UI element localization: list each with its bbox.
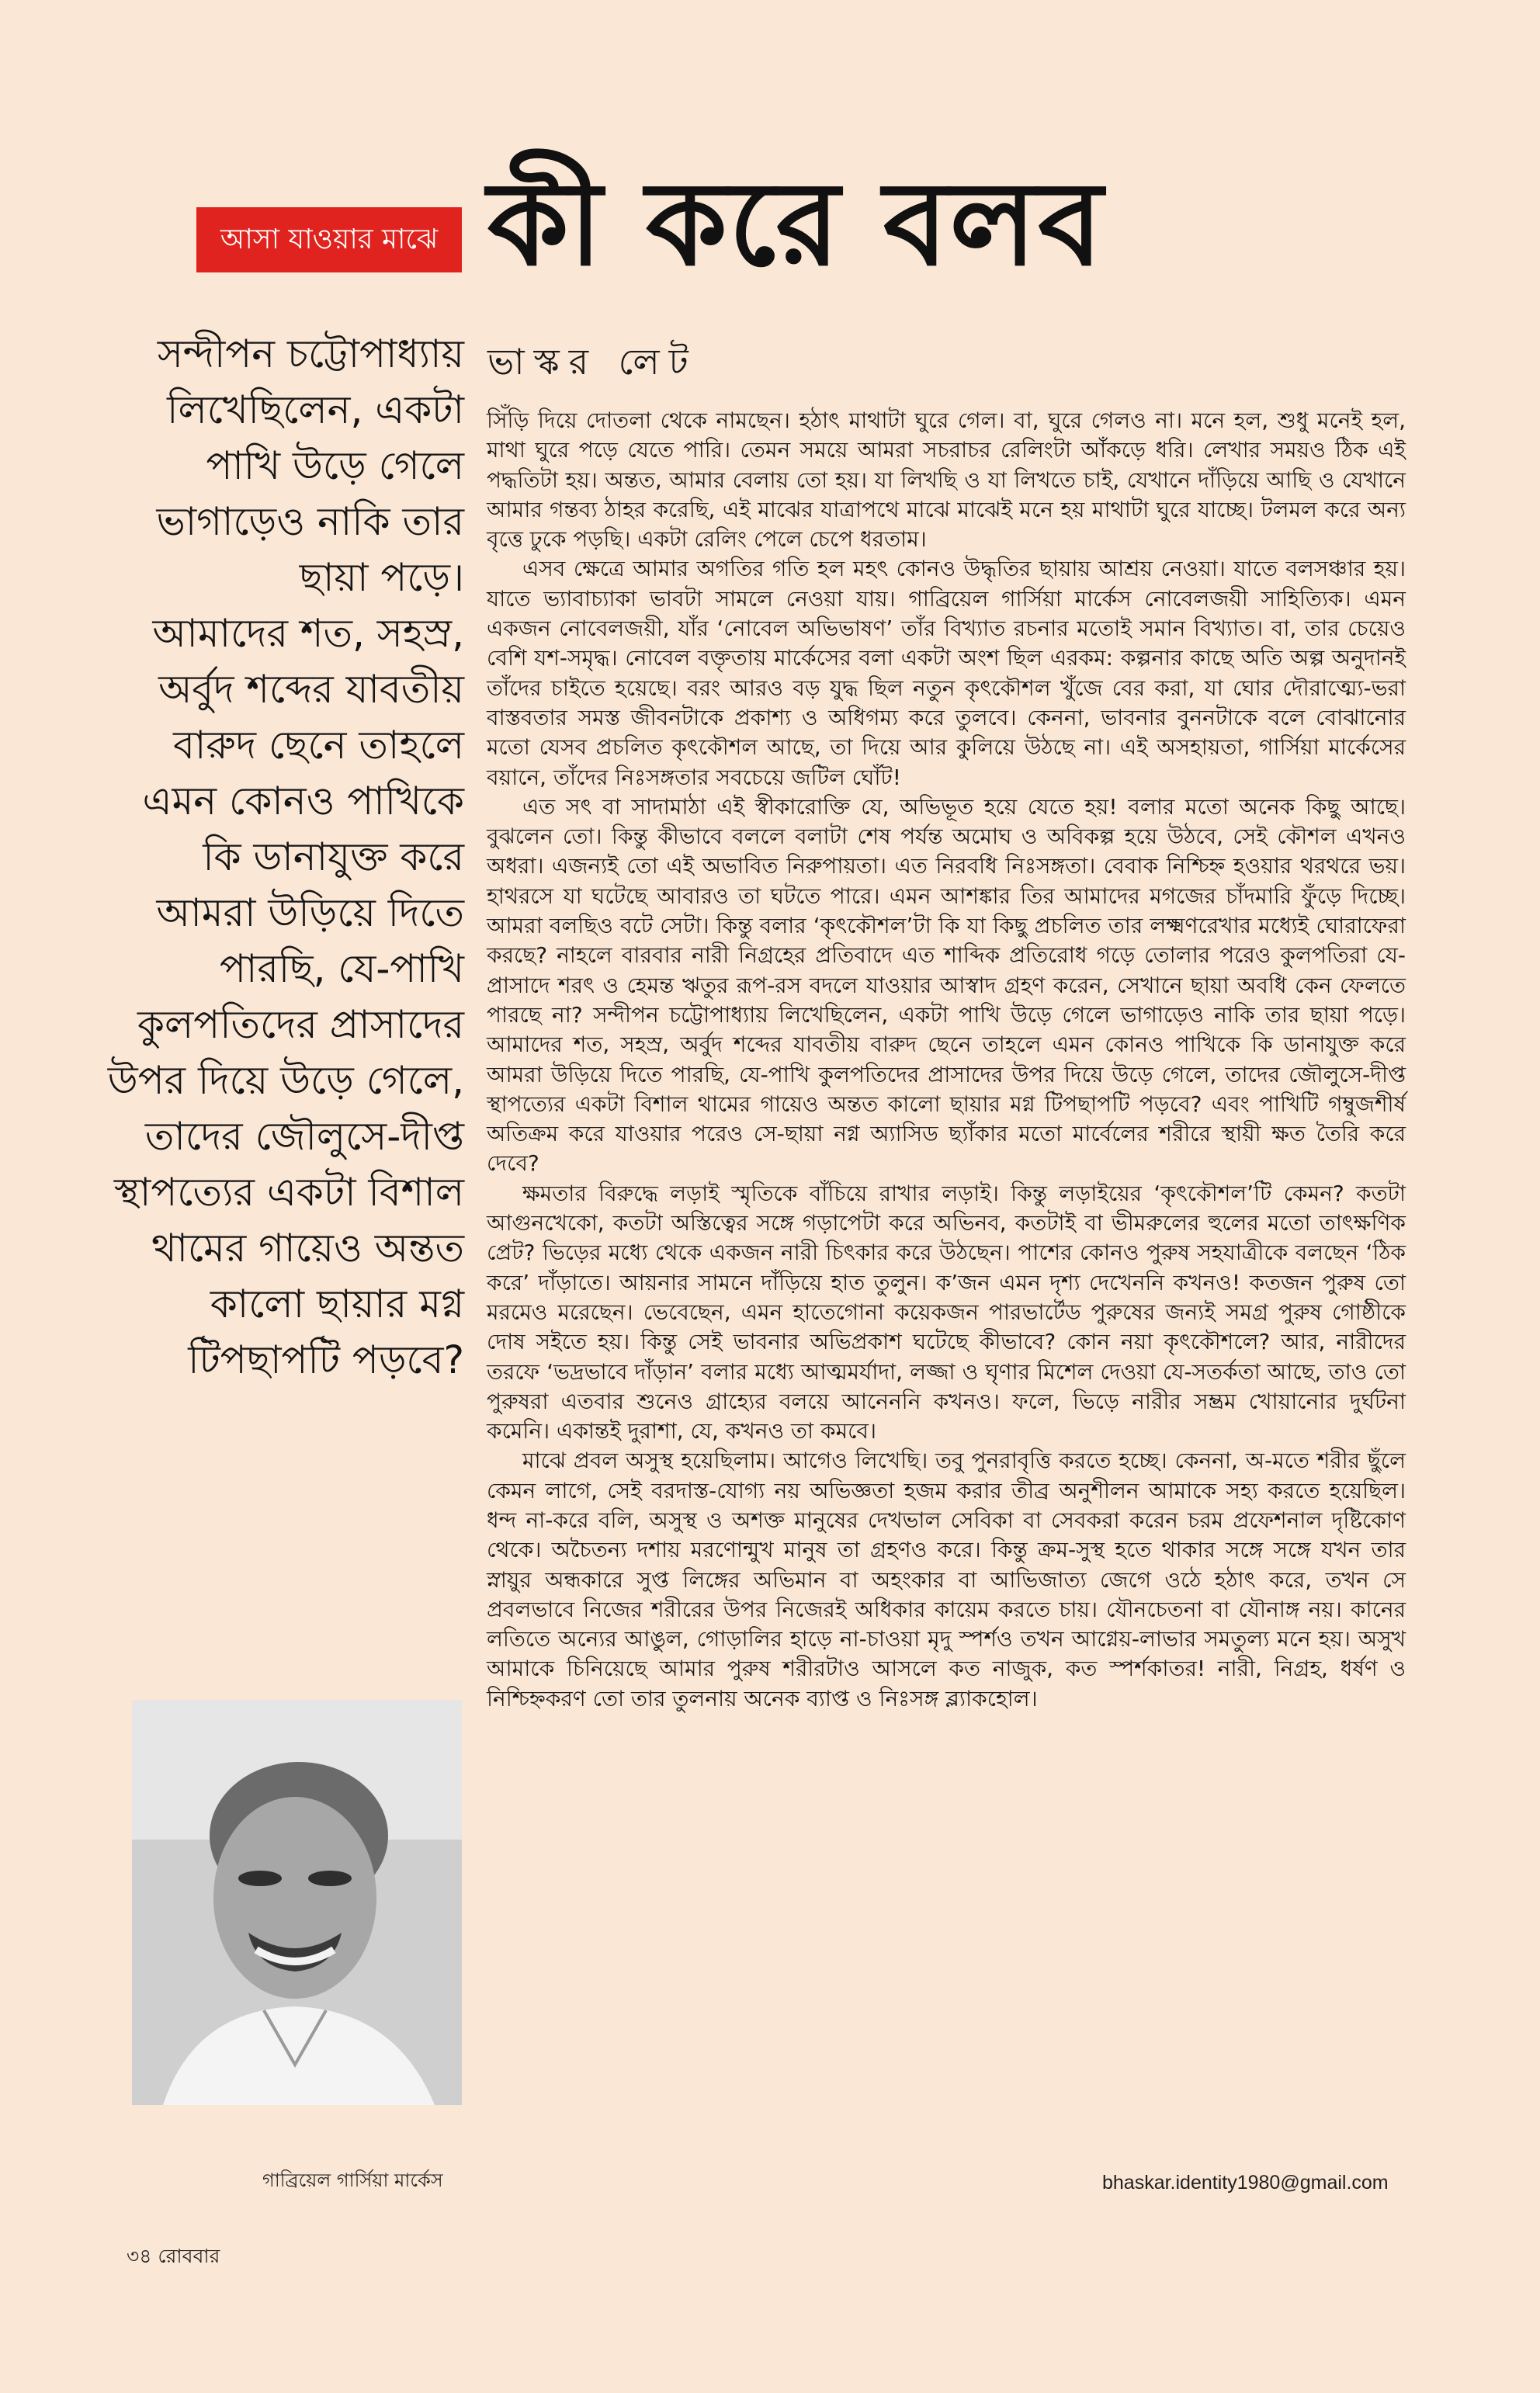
article-paragraph-2: এসব ক্ষেত্রে আমার অগতির গতি হল মহৎ কোনও উদ্ধৃতির ছায়ায় আশ্রয় নেওয়া। যাতে বলসঞ্চার হয়। যাতে ভ্যাবাচ্যাকা ভাবটা সামলে নেওয়া যায়। গাব্রিয়েল গার্সিয়া মার্কেস নোবেলজয়ী সাহিত্যিক। এমন একজন নোবেলজয়ী, যাঁর ‘নোবেল অভিভাষণ’ তাঁর বিখ্যাত রচনার মতোই সমান বিখ্যাত। বা, তার চেয়েও বেশি যশ-সমৃদ্ধ। নোবেল বক্তৃতায় মার্কেসের বলা একটা অংশ ছিল এরকম: কল্পনার কাছে অতি অল্প অনুদানই তাঁদের চাইতে হয়েছে। বরং আরও বড় যুদ্ধ ছিল নতুন কৃৎকৌশল খুঁজে বের করা, যা ঘোর দৌরাত্ম্যে-ভরা বাস্তবতার সমস্ত জীবনটাকে প্রকাশ্য ও অধিগম্য করে তুলবে। কেননা, ভাবনার বুননটাকে বলে বোঝানোর মতো যেসব প্রচলিত কৃৎকৌশল আছে, তা দিয়ে আর কুলিয়ে উঠছে না। এই অসহায়তা, গার্সিয়া মার্কেসের বয়ানে, তাঁদের নিঃসঙ্গতার সবচেয়ে জটিল ঘোঁট! — [487, 556, 1406, 790]
article-paragraph-1: সিঁড়ি দিয়ে দোতলা থেকে নামছেন। হঠাৎ মাথাটা ঘুরে গেল। বা, ঘুরে গেলও না। মনে হল, শুধু মনেই হল, মাথা ঘুরে পড়ে যেতে পারি। তেমন সময়ে আমরা সচরাচর রেলিংটা আঁকড়ে ধরি। লেখার সময়ও ঠিক এই পদ্ধতিটা হয়। অন্তত, আমার বেলায় তো হয়। যা লিখছি ও যা লিখতে চাই, যেখানে দাঁড়িয়ে আছি ও যেখানে আমার গন্তব্য ঠাহর করেছি, এই মাঝের যাত্রাপথে মাঝে মাঝেই মনে হয় মাথাটা ঘুরে যাচ্ছে। টলমল করে অন্য বৃত্তে ঢুকে পড়ছি। একটা রেলিং পেলে চেপে ধরতাম। — [487, 408, 1406, 553]
author-email: bhaskar.identity1980@gmail.com — [1102, 2172, 1389, 2194]
author-portrait-photo — [132, 1700, 462, 2105]
byline: ভাস্কর লেট — [487, 341, 698, 383]
photo-caption: গাব্রিয়েল গার্সিয়া মার্কেস — [262, 2169, 443, 2191]
article-paragraph-3: এত সৎ বা সাদামাঠা এই স্বীকারোক্তি যে, অভিভূত হয়ে যেতে হয়! বলার মতো অনেক কিছু আছে। বুঝলেন তো। কিন্তু কীভাবে বললে বলাটা শেষ পর্যন্ত অমোঘ ও অবিকল্প হয়ে উঠবে, সেই কৌশল এখনও অধরা। এজন্যই তো এই অভাবিত নিরুপায়তা। এত নিরবধি নিঃসঙ্গতা। বেবাক নিশ্চিহ্ন হওয়ার থরথরে ভয়। হাথরসে যা ঘটেছে আবারও তা ঘটতে পারে। এমন আশঙ্কার তির আমাদের মগজের চাঁদমারি ফুঁড়ে দিচ্ছে। আমরা বলছিও বটে সেটা। কিন্তু বলার ‘কৃৎকৌশল’টা কি যা কিছু প্রচলিত তার লক্ষ্মণরেখার মধ্যেই ঘোরাফেরা করছে? নাহলে বারবার নারী নিগ্রহের প্রতিবাদে এত শাব্দিক প্রতিরোধ গড়ে তোলার পরেও কুলপতিরা যে-প্রাসাদে শরৎ ও হেমন্ত ঋতুর রূপ-রস বদলে যাওয়ার আস্বাদ গ্রহণ করেন, সেখানে ছায়া অবধি কেন ফেলতে পারছে না? সন্দীপন চট্টোপাধ্যায় লিখেছিলেন, একটা পাখি উড়ে গেলে ভাগাড়েও নাকি তার ছায়া পড়ে। আমাদের শত, সহস্র, অর্বুদ শব্দের যাবতীয় বারুদ ছেনে তাহলে এমন কোনও পাখিকে কি ডানাযুক্ত করে আমরা উড়িয়ে দিতে পারছি, যে-পাখি কুলপতিদের প্রাসাদের উপর দিয়ে উড়ে গেলে, তাদের জৌলুসে-দীপ্ত স্থাপত্যের একটা বিশাল থামের গায়েও অন্তত কালো ছায়ার মগ্ন টিপছাপটি পড়বে? এবং পাখিটি গম্বুজশীর্ষ অতিক্রম করে যাওয়ার পরেও সে-ছায়া নগ্ন অ্যাসিড ছ্যাঁকার মতো মার্বেলের শরীরে স্থায়ী ক্ষত তৈরি করে দেবে? — [487, 793, 1406, 1177]
page-number: ৩৪ রোববার — [127, 2245, 220, 2267]
article-body — [487, 406, 1406, 1714]
portrait-illustration — [132, 1700, 462, 2105]
pullquote — [93, 326, 464, 1388]
headline: কী করে বলব — [487, 157, 1105, 292]
pullquote-part-2: আমাদের শত, সহস্র, অর্বুদ শব্দের যাবতীয় বারুদ ছেনে তাহলে এমন কোনও পাখিকে কি ডানাযুক্ত করে আমরা উড়িয়ে দিতে পারছি, যে-পাখি কুলপতিদের প্রাসাদের উপর দিয়ে উড়ে গেলে, তাদের জৌলুসে-দীপ্ত স্থাপত্যের একটা বিশাল থামের গায়েও অন্তত কালো ছায়ার মগ্ন টিপছাপটি পড়বে? — [107, 611, 464, 1382]
article-paragraph-4: ক্ষমতার বিরুদ্ধে লড়াই স্মৃতিকে বাঁচিয়ে রাখার লড়াই। কিন্তু লড়াইয়ের ‘কৃৎকৌশল’টি কেমন? কতটা আগুনখেকো, কতটা অস্তিত্বের সঙ্গে গড়াপেটা করে অভিনব, কতটাই বা ভীমরুলের হুলের মতো তাৎক্ষণিক প্রেট? ভিড়ের মধ্যে থেকে একজন নারী চিৎকার করে উঠছেন। পাশের কোনও পুরুষ সহযাত্রীকে বলছেন ‘ঠিক করে’ দাঁড়াতে। আয়নার সামনে দাঁড়িয়ে হাত তুলুন। ক’জন এমন দৃশ্য দেখেননি কখনও! কতজন পুরুষ তো মরমেও মরেছেন। ভেবেছেন, এমন হাতেগোনা কয়েকজন পারভার্টেড পুরুষের জন্যই সমগ্র পুরুষ গোষ্ঠীকে দোষ সইতে হয়। কিন্তু সেই ভাবনার অভিপ্রকাশ ঘটেছে কীভাবে? কোন নয়া কৃৎকৌশলে? আর, নারীদের তরফে ‘ভদ্রভাবে দাঁড়ান’ বলার মধ্যে আত্মমর্যাদা, লজ্জা ও ঘৃণার মিশেল দেওয়া যে-সতর্কতা আছে, তাও তো পুরুষরা এতবার শুনেও গ্রাহ্যের বলয়ে আনেননি কখনও। ফলে, ভিড়ে নারীর সম্ভ্রম খোয়ানোর দুর্ঘটনা কমেনি। একান্তই দুরাশা, যে, কখনও তা কমবে। — [487, 1180, 1406, 1444]
pullquote-part-1: সন্দীপন চট্টোপাধ্যায় লিখেছিলেন, একটা পাখি উড়ে গেলে ভাগাড়েও নাকি তার ছায়া পড়ে। — [156, 331, 464, 600]
section-tag: আসা যাওয়ার মাঝে — [196, 207, 462, 272]
article-paragraph-5: মাঝে প্রবল অসুস্থ হয়েছিলাম। আগেও লিখেছি। তবু পুনরাবৃত্তি করতে হচ্ছে। কেননা, অ-মতে শরীর ছুঁলে কেমন লাগে, সেই বরদাস্ত-যোগ্য নয় অভিজ্ঞতা হজম করার তীব্র অনুশীলন আমাকে সহ্য করতে হয়েছিল। ধন্দ না-করে বলি, অসুস্থ ও অশক্ত মানুষের দেখভাল সেবিকা বা সেবকরা করেন চরম প্রফেশনাল দৃষ্টিকোণ থেকে। অচৈতন্য দশায় মরণোন্মুখ মানুষ তা গ্রহণও করে। কিন্তু ক্রম-সুস্থ হতে থাকার সঙ্গে সঙ্গে যখন তার স্নায়ুর অন্ধকারে সুপ্ত লিঙ্গের অভিমান বা অহংকার বা আভিজাত্য জেগে ওঠে হঠাৎ করে, তখন সে প্রবলভাবে নিজের শরীরের উপর নিজেরই অধিকার কায়েম করতে চায়। যৌনচেতনা বা যৌনাঙ্গ নয়। কানের লতিতে অন্যের আঙুল, গোড়ালির হাড়ে না-চাওয়া মৃদু স্পর্শও তখন আগ্নেয়-লাভার সমতুল্য মনে হয়। অসুখ আমাকে চিনিয়েছে আমার পুরুষ শরীরটাও আসলে কত নাজুক, কত স্পর্শকাতর! নারী, নিগ্রহ, ধর্ষণ ও নিশ্চিহ্নকরণ তো তার তুলনায় অনেক ব্যাপ্ত ও নিঃসঙ্গ ব্ল্যাকহোল। — [487, 1448, 1406, 1712]
